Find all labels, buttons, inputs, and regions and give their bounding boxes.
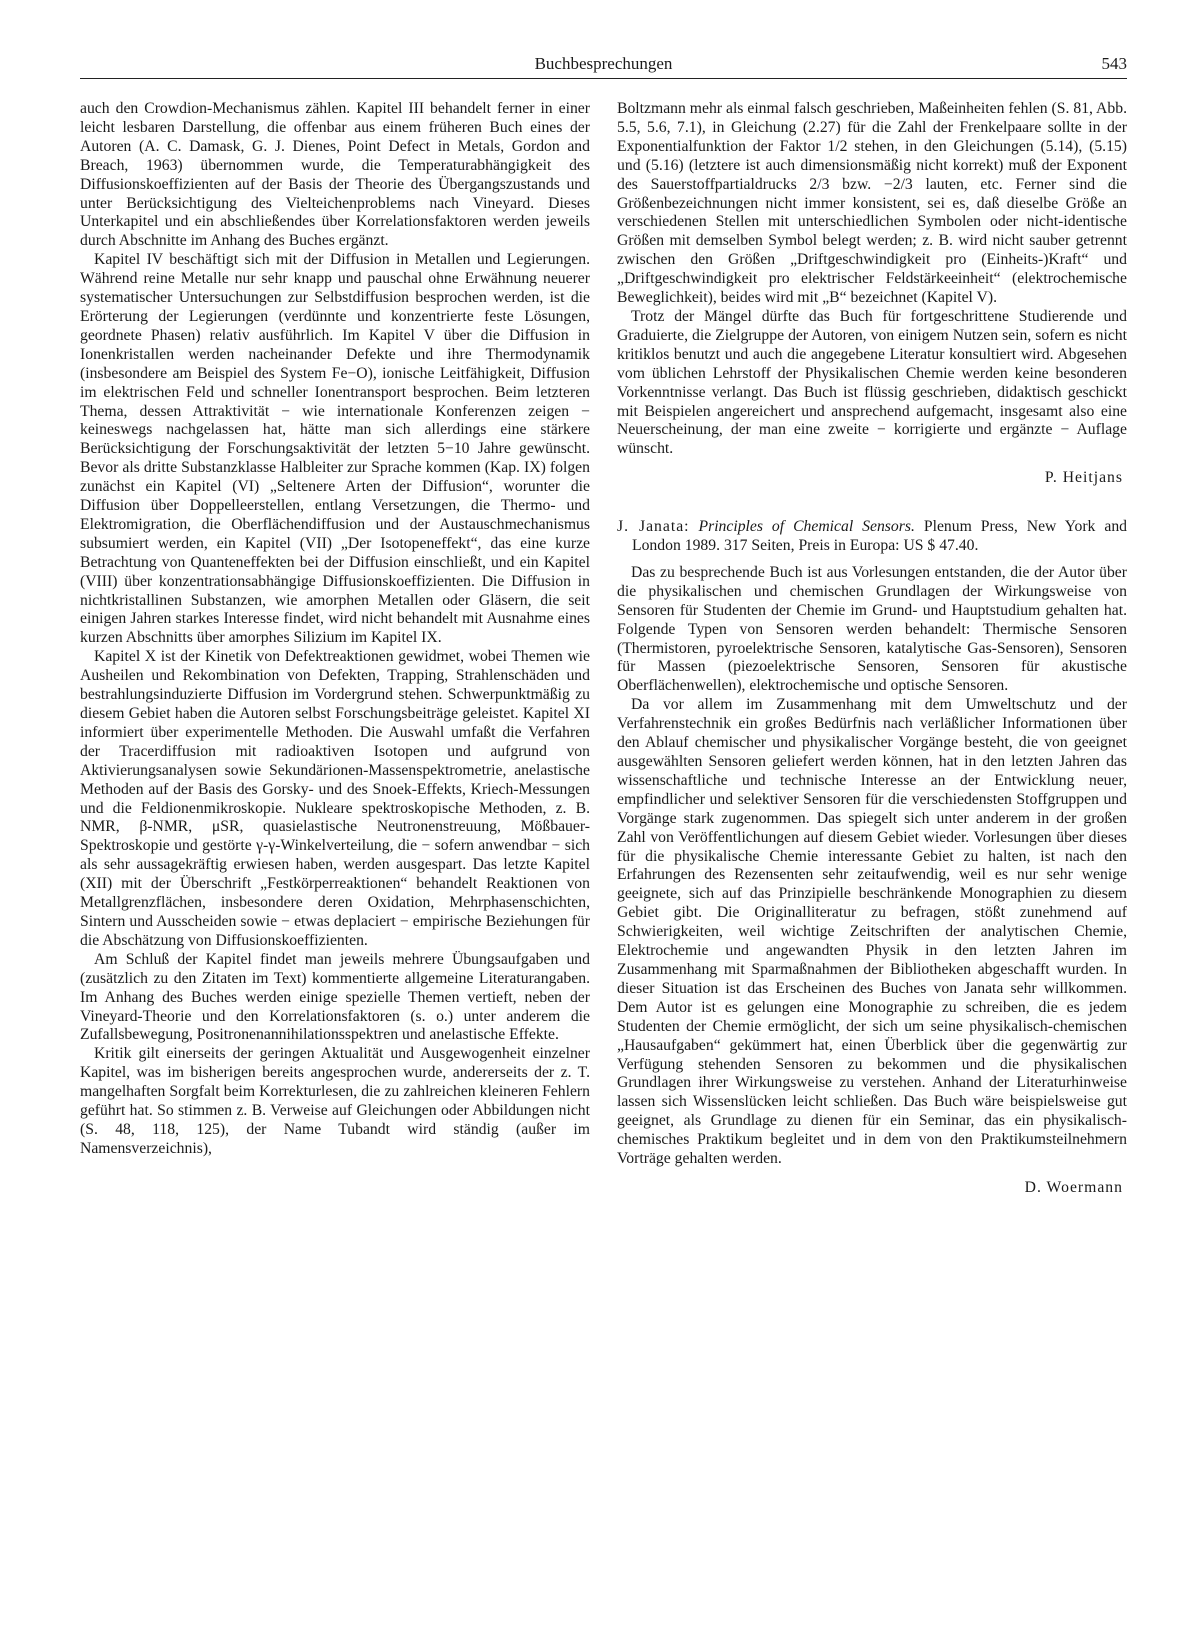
section-title: Buchbesprechungen bbox=[534, 54, 673, 73]
book-author: J. Janata: bbox=[617, 518, 690, 536]
paragraph: Kapitel IV beschäftigt sich mit der Diffusion in Metallen und Legierungen. Während reine Metalle nur sehr knapp und pauschal ohne Erwähnung neuerer systematischer Untersuchungen zur Selbstdiffusion besprochen werden, ist die Erörterung der Legierungen (verdünnte und konzentrierte feste Lösungen, geordnete Phasen) relativ ausführlich. Im Kapitel V über die Diffusion in Ionenkristallen werden nacheinander Defekte und ihre Thermodynamik (insbesondere am Beispiel des System Fe−O), ionische Leitfähigkeit, Diffusion im elektrischen Feld und schneller Ionentransport besprochen. Beim letzteren Thema, dessen Attraktivität − wie internationale Konferenzen zeigen − keineswegs nachgelassen hat, hätte man sich allerdings eine stärkere Berücksichtigung der Forschungsaktivität der letzten 5−10 Jahre gewünscht. Bevor als dritte Substanzklasse Halbleiter zur Sprache kommen (Kap. IX) folgen zunächst ein Kapitel (VI) „Seltenere Arten der Diffusion“, worunter die Diffusion über Doppelleerstellen, entlang Versetzungen, die Thermo- und Elektromigration, die Oberflächendiffusion und der Austauschmechanismus subsumiert werden, ein Kapitel (VII) „Der Isotopeneffekt“, das eine kurze Betrachtung von Quanteneffekten bei der Diffusion einschließt, und ein Kapitel (VIII) über konzentrationsabhängige Diffusionskoeffizienten. Die Diffusion in nichtkristallinen Substanzen, wie amorphen Metallen oder Gläsern, die seit einigen Jahren starkes Interesse findet, wird nicht behandelt mit Ausnahme eines kurzen Abschnitts über amorphes Silizium im Kapitel IX. bbox=[80, 251, 590, 647]
paragraph: Das zu besprechende Buch ist aus Vorlesungen entstanden, die der Autor über die physikalischen und chemischen Grundlagen der Wirkungsweise von Sensoren für Studenten der Chemie im Grund- und Hauptstudium gehalten hat. Folgende Typen von Sensoren werden behandelt: Thermische Sensoren (Thermistoren, pyroelektrische Sensoren, katalytische Gas-Sensoren), Sensoren für Massen (piezoelektrische Sensoren, Sensoren für akustische Oberflächenwellen), elektrochemische und optische Sensoren. bbox=[617, 563, 1127, 695]
reviewer-signature: D. Woermann bbox=[1024, 1178, 1123, 1196]
publication-info: Plenum Press, New York and London 1989. 317 Seiten, Preis in Europa: US $ 47.40. bbox=[632, 518, 1128, 555]
right-column bbox=[617, 100, 1127, 1198]
book-title: Principles of Chemical Sensors. bbox=[698, 518, 915, 536]
reviewer-signature: P. Heitjans bbox=[1044, 469, 1123, 487]
page-number: 543 bbox=[1101, 54, 1127, 73]
paragraph: Da vor allem im Zusammenhang mit dem Umweltschutz und der Verfahrenstechnik ein großes Bedürfnis nach verläßlicher Informationen über den Ablauf chemischer und physikalischer Vorgänge besteht, die von geeignet ausgewählten Sensoren geliefert werden können, hat in den letzten Jahren das wissenschaftliche und technische Interesse an der Entwicklung neuer, empfindlicher und selektiver Sensoren für die verschiedensten Stoffgruppen und Vorgänge stark zugenommen. Das spiegelt sich unter anderem in der großen Zahl von Veröffentlichungen auf diesem Gebiet wieder. Vorlesungen über dieses für die physikalische Chemie interessante Gebiet zu halten, ist nach den Erfahrungen des Rezensenten sehr zeitaufwendig, weil es nur sehr wenige geeignete, sich auf das Prinzipielle beschränkende Monographien zu diesem Gebiet gibt. Die Originalliteratur zu befragen, stößt zunehmend auf Schwierigkeiten, weil wichtige Zeitschriften der analytischen Chemie, Elektrochemie und angewandten Physik in den letzten Jahren im Zusammenhang mit Sparmaßnahmen der Bibliotheken abgeschafft wurden. In dieser Situation ist das Erscheinen des Buches von Janata sehr willkommen. Dem Autor ist es gelungen eine Monographie zu schreiben, die es jedem Studenten der Chemie ermöglicht, der sich um seine physikalisch-chemischen „Hausaufgaben“ gekümmert hat, einen Überblick über die gegenwärtig zur Verfügung stehenden Sensoren zu bekommen und die physikalischen Grundlagen ihrer Wirkungsweise zu verstehen. Anhand der Literaturhinweise lassen sich Wissenslücken leicht schließen. Das Buch wäre beispielsweise gut geeignet, als Grundlage zu dienen für ein Seminar, das ein physikalisch-chemisches Praktikum begleitet und in dem von den Praktikumsteilnehmern Vorträge gehalten werden. bbox=[617, 696, 1127, 1168]
paragraph: Trotz der Mängel dürfte das Buch für fortgeschrittene Studierende und Graduierte, die Zielgruppe der Autoren, von einigem Nutzen sein, sofern es nicht kritiklos benutzt und auch die angegebene Literatur konsultiert wird. Abgesehen vom üblichen Lehrstoff der Physikalischen Chemie werden keine besonderen Vorkenntnisse verlangt. Das Buch ist flüssig geschrieben, didaktisch geschickt mit Beispielen angereichert und ansprechend aufgemacht, insgesamt also eine Neuerscheinung, der man eine zweite − korrigierte und ergänzte − Auflage wünscht. bbox=[617, 307, 1127, 458]
paragraph: Kapitel X ist der Kinetik von Defektreaktionen gewidmet, wobei Themen wie Ausheilen und Rekombination von Defekten, Trapping, Strahlenschäden und bestrahlungsinduzierte Diffusion im Vordergrund stehen. Schwerpunktmäßig zu diesem Gebiet haben die Autoren selbst Forschungsbeiträge geleistet. Kapitel XI informiert über experimentelle Methoden. Die Auswahl umfaßt die Verfahren der Tracerdiffusion mit radioaktiven Isotopen und aufgrund von Aktivierungsanalysen sowie Sekundärionen-Massenspektrometrie, anelastische Methoden auf der Basis des Gorsky- und des Snoek-Effekts, Kriech-Messungen und die Feldionenmikroskopie. Nukleare spektroskopische Methoden, z. B. NMR, β-NMR, μSR, quasielastische Neutronenstreuung, Mößbauer-Spektroskopie und gestörte γ-γ-Winkelverteilung, die − sofern anwendbar − sich als sehr aussagekräftig erwiesen haben, werden ausgespart. Das letzte Kapitel (XII) mit der Überschrift „Festkörperreaktionen“ behandelt Reaktionen von Metallgrenzflächen, insbesondere deren Oxidation, Mehrphasenschichten, Sintern und Ausscheiden sowie − etwas deplaciert − empirische Beziehungen für die Abschätzung von Diffusionskoeffizienten. bbox=[80, 648, 590, 949]
paragraph: Boltzmann mehr als einmal falsch geschrieben, Maßeinheiten fehlen (S. 81, Abb. 5.5, 5.6, 7.1), in Gleichung (2.27) für die Zahl der Frenkelpaare sollte in der Exponentialfunktion der Faktor 1/2 stehen, in den Gleichungen (5.14), (5.15) und (5.16) (letztere ist auch dimensionsmäßig nicht korrekt) muß der Exponent des Sauerstoffpartialdrucks 2/3 bzw. −2/3 lauten, etc. Ferner sind die Größenbezeichnungen nicht immer konsistent, sei es, daß dieselbe Größe an verschiedenen Stellen mit unterschiedlichen Symbolen oder nicht-identische Größen mit demselben Symbol belegt werden; z. B. wird nicht sauber getrennt zwischen den Größen „Driftgeschwindigkeit pro (Einheits-)Kraft“ und „Driftgeschwindigkeit pro elektrischer Feldstärkeeinheit“ (elektrochemische Beweglichkeit), beides wird mit „B“ bezeichnet (Kapitel V). bbox=[617, 100, 1127, 307]
running-header bbox=[80, 52, 1127, 79]
paragraph: auch den Crowdion-Mechanismus zählen. Kapitel III behandelt ferner in einer leicht lesbaren Darstellung, die offenbar aus einem früheren Buch eines der Autoren (A. C. Damask, G. J. Dienes, Point Defect in Metals, Gordon and Breach, 1963) übernommen wurde, die Temperaturabhängigkeit des Diffusionskoeffizienten auf der Basis der Theorie des Übergangszustands und unter Berücksichtigung des Vielteichenproblems nach Vineyard. Dieses Unterkapitel und ein abschließendes über Korrelationsfaktoren werden jeweils durch Abschnitte im Anhang des Buches ergänzt. bbox=[80, 100, 590, 250]
review-citation bbox=[617, 518, 1127, 556]
paragraph: Am Schluß der Kapitel findet man jeweils mehrere Übungsaufgaben und (zusätzlich zu den Zitaten im Text) kommentierte allgemeine Literaturangaben. Im Anhang des Buches werden einige spezielle Themen vertieft, neben der Vineyard-Theorie und den Korrelationsfaktoren (s. o.) unter anderem die Zufallsbewegung, Positronenannihilationsspektren und anelastische Effekte. bbox=[80, 950, 590, 1044]
paragraph: Kritik gilt einerseits der geringen Aktualität und Ausgewogenheit einzelner Kapitel, was im bisherigen bereits angesprochen wurde, andererseits der z. T. mangelhaften Sorgfalt beim Korrekturlesen, die zu zahlreichen kleineren Fehlern geführt hat. So stimmen z. B. Verweise auf Gleichungen oder Abbildungen nicht (S. 48, 118, 125), der Name Tubandt wird ständig (außer im Namensverzeichnis), bbox=[80, 1045, 590, 1157]
left-column bbox=[80, 100, 590, 1159]
